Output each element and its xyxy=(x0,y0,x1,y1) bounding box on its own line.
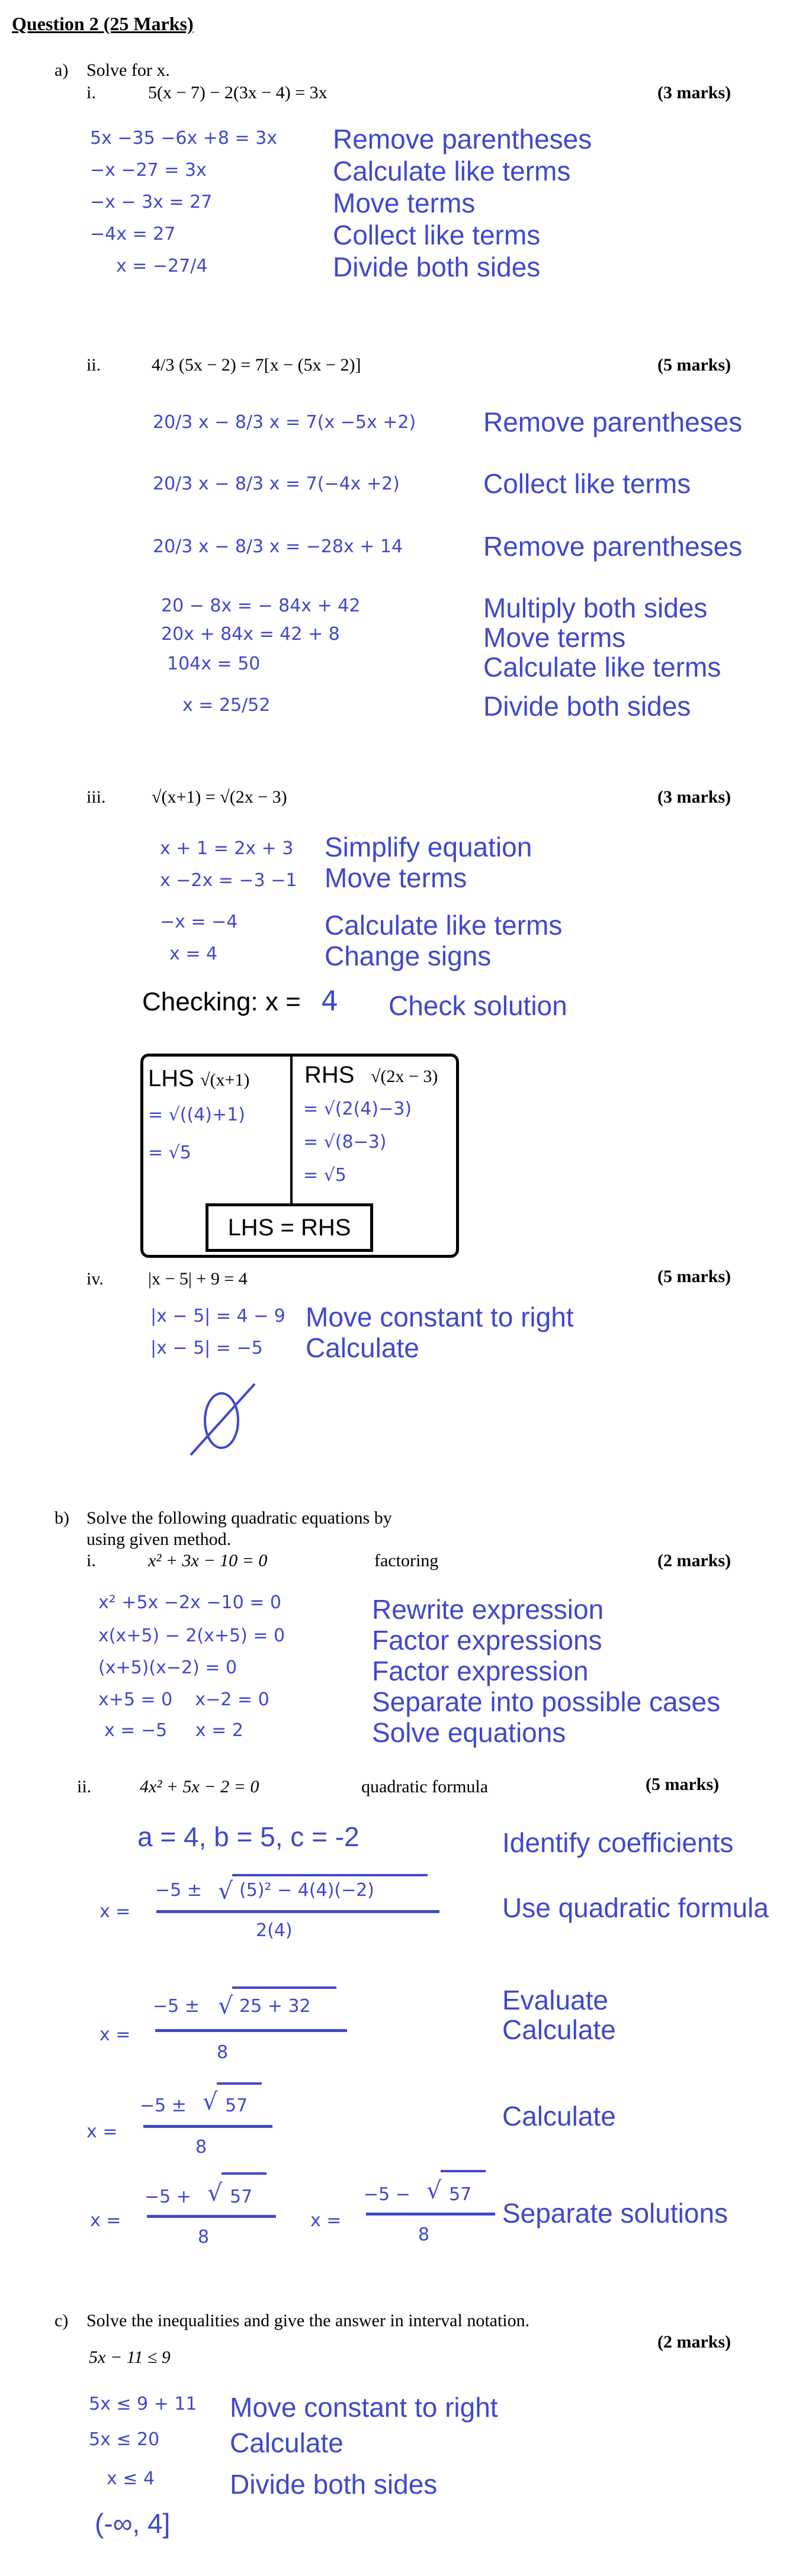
part-b-prompt-line2: using given method. xyxy=(86,1530,232,1549)
a-iii-step-work: x = 4 xyxy=(169,944,218,964)
check-note: Check solution xyxy=(389,990,567,1021)
radical-icon: √ xyxy=(218,1878,233,1905)
b-i-method: factoring xyxy=(374,1551,439,1570)
a-ii-step-work: 20/3 x − 8/3 x = −28x + 14 xyxy=(153,536,403,557)
part-c-inequality: 5x − 11 ≤ 9 xyxy=(89,2348,171,2367)
a-iv-equation: |x − 5| + 9 = 4 xyxy=(148,1269,248,1289)
rhs-expression: √(2x − 3) xyxy=(371,1067,438,1086)
b-i-step-note: Factor expression xyxy=(372,1656,589,1686)
a-ii-number: ii. xyxy=(86,355,101,375)
lhs-step: = √5 xyxy=(148,1142,191,1163)
c-step-work: x ≤ 4 xyxy=(107,2468,155,2489)
b-ii-number: ii. xyxy=(77,1777,92,1796)
part-b-prompt-line1: Solve the following quadratic equations by xyxy=(86,1508,392,1528)
formula-prefix: x = xyxy=(100,1901,131,1922)
b-i-step-work: (x+5)(x−2) = 0 xyxy=(98,1657,237,1678)
b-i-step-note: Solve equations xyxy=(372,1717,566,1748)
calculate-radical-bar xyxy=(217,2082,262,2085)
a-i-step-note: Divide both sides xyxy=(333,252,541,282)
formula-denominator: 2(4) xyxy=(256,1920,293,1941)
formula-note: Use quadratic formula xyxy=(502,1892,769,1923)
part-a-label: a) xyxy=(54,60,69,80)
b-i-step-note: Rewrite expression xyxy=(372,1594,604,1625)
a-i-step-note: Move terms xyxy=(333,188,476,218)
plus-radicand: 57 xyxy=(230,2187,253,2207)
a-i-step-work: −x −27 = 3x xyxy=(90,160,207,181)
b-i-step-work: x = −5 x = 2 xyxy=(104,1720,243,1741)
check-value: 4 xyxy=(321,985,339,1017)
b-i-step-work: x² +5x −2x −10 = 0 xyxy=(98,1592,281,1613)
c-step-note: Move constant to right xyxy=(230,2392,498,2423)
a-iv-step-note: Move constant to right xyxy=(306,1302,574,1332)
evaluate-note: Evaluate xyxy=(502,1985,609,2015)
c-step-work: 5x ≤ 20 xyxy=(89,2429,160,2450)
plus-numerator-lead: −5 + xyxy=(145,2187,191,2207)
minus-prefix: x = xyxy=(310,2210,342,2231)
lhs-step: = √((4)+1) xyxy=(148,1105,245,1125)
calculate-fraction-bar xyxy=(143,2125,272,2128)
rhs-heading: RHS xyxy=(304,1062,355,1088)
a-iii-step-work: x −2x = −3 −1 xyxy=(160,870,297,891)
a-iii-step-work: x + 1 = 2x + 3 xyxy=(160,838,294,859)
a-ii-step-work: 20 − 8x = − 84x + 42 xyxy=(161,595,361,616)
a-ii-step-note: Divide both sides xyxy=(483,691,691,722)
a-i-step-work: −4x = 27 xyxy=(90,224,176,244)
a-iii-step-work: −x = −4 xyxy=(160,912,238,932)
radical-icon: √ xyxy=(218,1992,233,2020)
a-iv-marks: (5 marks) xyxy=(657,1267,731,1286)
minus-numerator-lead: −5 − xyxy=(364,2184,410,2205)
a-iii-marks: (3 marks) xyxy=(657,787,731,807)
check-label: Checking: x = xyxy=(142,987,301,1016)
a-iii-step-note: Simplify equation xyxy=(325,832,532,862)
calculate-denominator: 8 xyxy=(195,2137,207,2158)
c-step-work: 5x ≤ 9 + 11 xyxy=(89,2394,197,2414)
minus-radicand: 57 xyxy=(449,2184,472,2205)
a-i-step-note: Remove parentheses xyxy=(333,124,592,154)
a-ii-step-note: Calculate like terms xyxy=(483,652,721,682)
rhs-step: = √5 xyxy=(303,1165,346,1186)
b-ii-method: quadratic formula xyxy=(361,1777,489,1796)
radical-icon: √ xyxy=(203,2088,218,2115)
coefficients-note: Identify coefficients xyxy=(502,1827,734,1858)
a-ii-step-work: 20/3 x − 8/3 x = 7(−4x +2) xyxy=(153,474,400,494)
b-i-step-work: x+5 = 0 x−2 = 0 xyxy=(98,1689,269,1710)
check-verdict: LHS = RHS xyxy=(206,1203,373,1252)
a-ii-step-work: 20/3 x − 8/3 x = 7(x −5x +2) xyxy=(153,412,416,433)
evaluate-fraction-bar xyxy=(155,2029,347,2032)
minus-denominator: 8 xyxy=(418,2224,430,2245)
a-i-step-work: 5x −35 −6x +8 = 3x xyxy=(90,128,278,149)
a-i-step-note: Collect like terms xyxy=(333,220,541,250)
a-i-step-work: −x − 3x = 27 xyxy=(90,192,213,212)
a-iii-equation: √(x+1) = √(2x − 3) xyxy=(152,787,287,807)
calculate-step-note: Calculate xyxy=(502,2101,616,2131)
evaluate-radicand: 25 + 32 xyxy=(239,1996,311,2017)
radical-icon: √ xyxy=(207,2179,223,2207)
formula-radical-bar xyxy=(232,1874,428,1876)
b-ii-equation: 4x² + 5x − 2 = 0 xyxy=(140,1777,259,1796)
rhs-step: = √(8−3) xyxy=(303,1132,387,1152)
a-i-number: i. xyxy=(86,83,96,102)
separate-note: Separate solutions xyxy=(502,2198,728,2229)
coefficients: a = 4, b = 5, c = -2 xyxy=(137,1821,360,1852)
lhs-heading: LHS xyxy=(148,1065,194,1091)
minus-radical-bar xyxy=(441,2170,486,2172)
plus-radical-bar xyxy=(222,2172,267,2175)
b-i-number: i. xyxy=(86,1551,96,1570)
a-i-step-note: Calculate like terms xyxy=(333,156,571,186)
plus-denominator: 8 xyxy=(198,2227,210,2247)
a-ii-step-note: Collect like terms xyxy=(483,468,691,499)
a-iii-number: iii. xyxy=(86,787,106,807)
evaluate-prefix: x = xyxy=(100,2024,131,2045)
b-i-equation: x² + 3x − 10 = 0 xyxy=(148,1551,268,1570)
part-c-marks: (2 marks) xyxy=(657,2332,731,2352)
a-ii-step-work: x = 25/52 xyxy=(182,695,271,716)
a-i-equation: 5(x − 7) − 2(3x − 4) = 3x xyxy=(148,83,328,102)
c-step-note: Divide both sides xyxy=(230,2469,438,2500)
calculate-radicand: 57 xyxy=(225,2095,248,2116)
calculate-prefix: x = xyxy=(86,2121,118,2142)
plus-fraction-bar xyxy=(147,2215,276,2218)
calculate-note: Calculate xyxy=(502,2014,616,2045)
part-c-label: c) xyxy=(54,2311,69,2330)
a-ii-step-note: Multiply both sides xyxy=(483,593,708,623)
b-ii-marks: (5 marks) xyxy=(646,1775,720,1794)
a-ii-step-note: Remove parentheses xyxy=(483,531,743,562)
question-title: Question 2 (25 Marks) xyxy=(12,13,194,34)
b-i-step-note: Separate into possible cases xyxy=(372,1686,721,1717)
plus-prefix: x = xyxy=(90,2210,121,2231)
a-ii-step-note: Remove parentheses xyxy=(483,407,743,437)
a-ii-step-work: 20x + 84x = 42 + 8 xyxy=(161,624,340,645)
evaluate-denominator: 8 xyxy=(217,2042,229,2063)
part-c-prompt: Solve the inequalities and give the answer in interval notation. xyxy=(86,2311,530,2330)
b-i-step-work: x(x+5) − 2(x+5) = 0 xyxy=(98,1625,285,1646)
evaluate-numerator-lead: −5 ± xyxy=(153,1996,200,2017)
formula-numerator-lead: −5 ± xyxy=(155,1880,202,1901)
a-iv-step-note: Calculate xyxy=(306,1332,419,1363)
radical-icon: √ xyxy=(426,2177,442,2204)
a-iii-step-note: Calculate like terms xyxy=(325,910,563,941)
evaluate-radical-bar xyxy=(232,1986,336,1989)
lhs-expression: √(x+1) xyxy=(200,1070,250,1090)
empty-set-icon xyxy=(184,1379,261,1462)
a-ii-step-note: Move terms xyxy=(483,622,626,653)
a-ii-marks: (5 marks) xyxy=(657,355,731,375)
part-a-prompt: Solve for x. xyxy=(86,60,170,80)
formula-fraction-bar xyxy=(156,1910,439,1913)
b-i-step-note: Factor expressions xyxy=(372,1625,602,1656)
calculate-numerator-lead: −5 ± xyxy=(140,2095,187,2116)
a-iii-step-note: Change signs xyxy=(325,941,492,971)
check-divider xyxy=(290,1057,293,1206)
a-iv-step-work: |x − 5| = 4 − 9 xyxy=(150,1306,285,1326)
a-i-step-work: x = −27/4 xyxy=(116,256,208,276)
c-interval-answer: (-∞, 4] xyxy=(95,2508,171,2539)
minus-fraction-bar xyxy=(366,2213,495,2216)
a-iv-step-work: |x − 5| = −5 xyxy=(150,1338,263,1358)
formula-radicand: (5)² − 4(4)(−2) xyxy=(239,1880,374,1901)
rhs-step: = √(2(4)−3) xyxy=(303,1099,412,1119)
b-i-marks: (2 marks) xyxy=(657,1551,731,1570)
a-iii-step-note: Move terms xyxy=(325,862,467,893)
c-step-note: Calculate xyxy=(230,2427,344,2458)
a-iv-number: iv. xyxy=(86,1269,104,1289)
a-ii-step-work: 104x = 50 xyxy=(167,653,261,674)
a-i-marks: (3 marks) xyxy=(657,83,731,102)
a-ii-equation: 4/3 (5x − 2) = 7[x − (5x − 2)] xyxy=(152,355,361,375)
part-b-label: b) xyxy=(54,1508,69,1528)
